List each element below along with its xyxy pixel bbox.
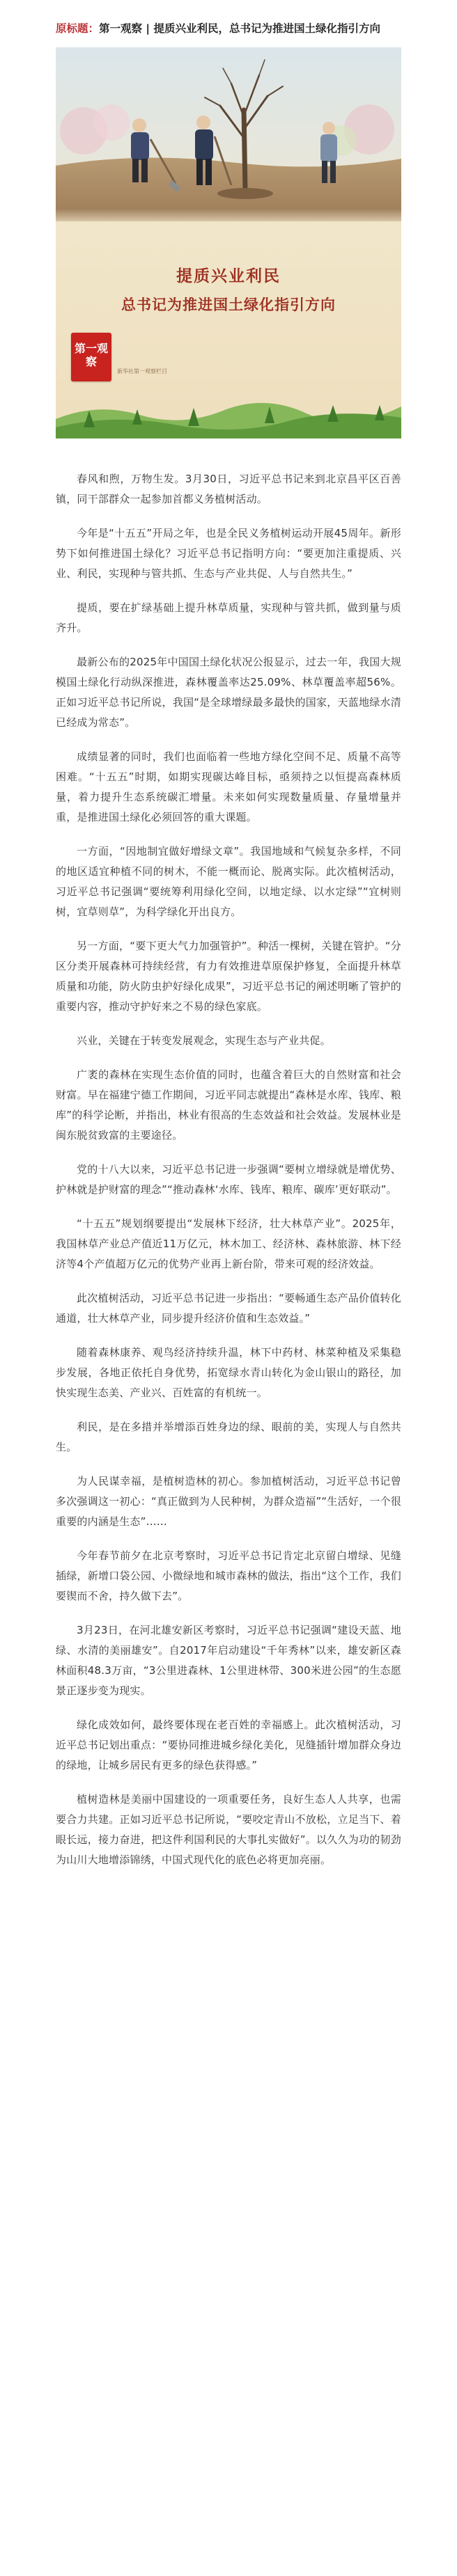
poster-title-line2: 总书记为推进国土绿化指引方向 (121, 296, 336, 313)
article-paragraph: 植树造林是美丽中国建设的一项重要任务，良好生态人人共享，也需要合力共建。正如习近平总书记所说，“要咬定青山不放松，立足当下、着眼长远，接力奋进，把这件利国利民的大事扎实做好”。以久久为功的韧劲为山川大地增添锦绣，中国式现代化的底色必将更加亮丽。 (56, 1793, 401, 1866)
article-paragraph: 兴业，关键在于转变发展观念，实现生态与产业共促。 (77, 1034, 331, 1047)
article-paragraph: 最新公布的2025年中国国土绿化状况公报显示，过去一年，我国大规模国土绿化行动纵深推进，森林覆盖率达25.09%、林草覆盖率超56%。正如习近平总书记所说，我国“是全球增绿最多最快的国家，天蓝地绿水清已经成为常态”。 (56, 656, 401, 729)
original-title-label: 原标题： (56, 22, 100, 35)
article-paragraph: 今年春节前夕在北京考察时，习近平总书记肯定北京留白增绿、见缝插绿，新增口袋公园、小微绿地和城市森林的做法，指出“这个工作，我们要锲而不舍，持久做下去”。 (56, 1549, 401, 1602)
article-paragraph: 随着森林康养、观鸟经济持续升温，林下中药材、林菜种植及采集稳步发展，各地正依托自身优势，拓宽绿水青山转化为金山银山的路径，加快实现生态美、产业兴、百姓富的有机统一。 (56, 1346, 401, 1399)
article-paragraph: 党的十八大以来，习近平总书记进一步强调“要树立增绿就是增优势、护林就是护财富的理念”“推动森林‘水库、钱库、粮库、碳库’更好联动”。 (56, 1163, 401, 1196)
article-poster (56, 47, 401, 438)
hill-silhouette (56, 390, 401, 438)
article-paragraph: “十五五”规划纲要提出“发展林下经济，壮大林草产业”。2025年，我国林草产业总产值近11万亿元，林木加工、经济林、森林旅游、林下经济等4个产值超万亿元的优势产业再上新台阶，带来可观的经济效益。 (56, 1217, 401, 1270)
tree-planting-photo (56, 47, 401, 221)
article-body (56, 469, 401, 1870)
article-paragraph: 此次植树活动，习近平总书记进一步指出：“要畅通生态产品价值转化通道，壮大林草产业，同步提升经济价值和生态效益。” (56, 1292, 401, 1325)
article-paragraph: 提质，要在扩绿基础上提升林草质量，实现种与管共抓，做到量与质齐升。 (56, 601, 401, 634)
article-paragraph: 今年是“十五五”开局之年，也是全民义务植树运动开展45周年。新形势下如何推进国土绿化？习近平总书记指明方向：“要更加注重提质、兴业、利民，实现种与管共抓、生态与产业共促、人与自然共生。” (56, 527, 401, 580)
seal-caption: 新华社第一观察栏目 (117, 368, 167, 374)
article-paragraph: 另一方面，“要下更大气力加强管护”。种活一棵树，关键在管护。“分区分类开展森林可持续经营，有力有效推进草原保护修复，全面提升林草质量和功能，防火防虫护好绿化成果”，习近平总书记的阐述明晰了管护的重要内容，推动守护好来之不易的绿色家底。 (56, 940, 401, 1013)
article-paragraph: 绿化成效如何，最终要体现在老百姓的幸福感上。此次植树活动，习近平总书记划出重点：“要协同推进城乡绿化美化，见缝插针增加群众身边的绿地，让城乡居民有更多的绿色获得感。” (56, 1718, 401, 1771)
original-title-text: 第一观察 | 提质兴业利民，总书记为推进国土绿化指引方向 (99, 22, 380, 35)
article-paragraph: 利民，是在多措并举增添百姓身边的绿、眼前的美，实现人与自然共生。 (56, 1421, 401, 1453)
first-observation-seal: 第一观察 (71, 333, 111, 381)
article-paragraph: 为人民谋幸福，是植树造林的初心。参加植树活动，习近平总书记曾多次强调这一初心：“真正做到为人民种树，为群众造福”“生活好，一个很重要的内涵是生态”…… (56, 1475, 401, 1528)
original-title (56, 19, 401, 38)
article-paragraph: 3月23日，在河北雄安新区考察时，习近平总书记强调“建设天蓝、地绿、水清的美丽雄安”。自2017年启动建设“千年秀林”以来，雄安新区森林面积48.3万亩，“3公里进森林、1公里进林带、300米进公园”的生态愿景正逐步变为现实。 (56, 1624, 401, 1697)
article-paragraph: 春风和煦，万物生发。3月30日，习近平总书记来到北京昌平区百善镇，同干部群众一起参加首都义务植树活动。 (56, 473, 401, 505)
article-paragraph: 广袤的森林在实现生态价值的同时，也蕴含着巨大的自然财富和社会财富。早在福建宁德工作期间，习近平同志就提出“森林是水库、钱库、粮库”的科学论断，并指出，林业有很高的生态效益和社会效益。发展林业是闽东脱贫致富的主要途径。 (56, 1068, 401, 1141)
article-paragraph: 成绩显著的同时，我们也面临着一些地方绿化空间不足、质量不高等困难。“十五五”时期，如期实现碳达峰目标，亟须持之以恒提高森林质量，着力提升生态系统碳汇增量。未来如何实现数量质量、存量增量并重，是推进国土绿化必须回答的重大课题。 (56, 750, 401, 823)
article-paragraph: 一方面，“因地制宜做好增绿文章”。我国地域和气候复杂多样，不同的地区适宜种植不同的树木，不能一概而论、脱离实际。此次植树活动，习近平总书记强调“要统筹利用绿化空间，以地定绿、以水定绿”“宜树则树，宜草则草”，为科学绿化开出良方。 (56, 845, 401, 918)
poster-title-line1: 提质兴业利民 (176, 267, 281, 285)
